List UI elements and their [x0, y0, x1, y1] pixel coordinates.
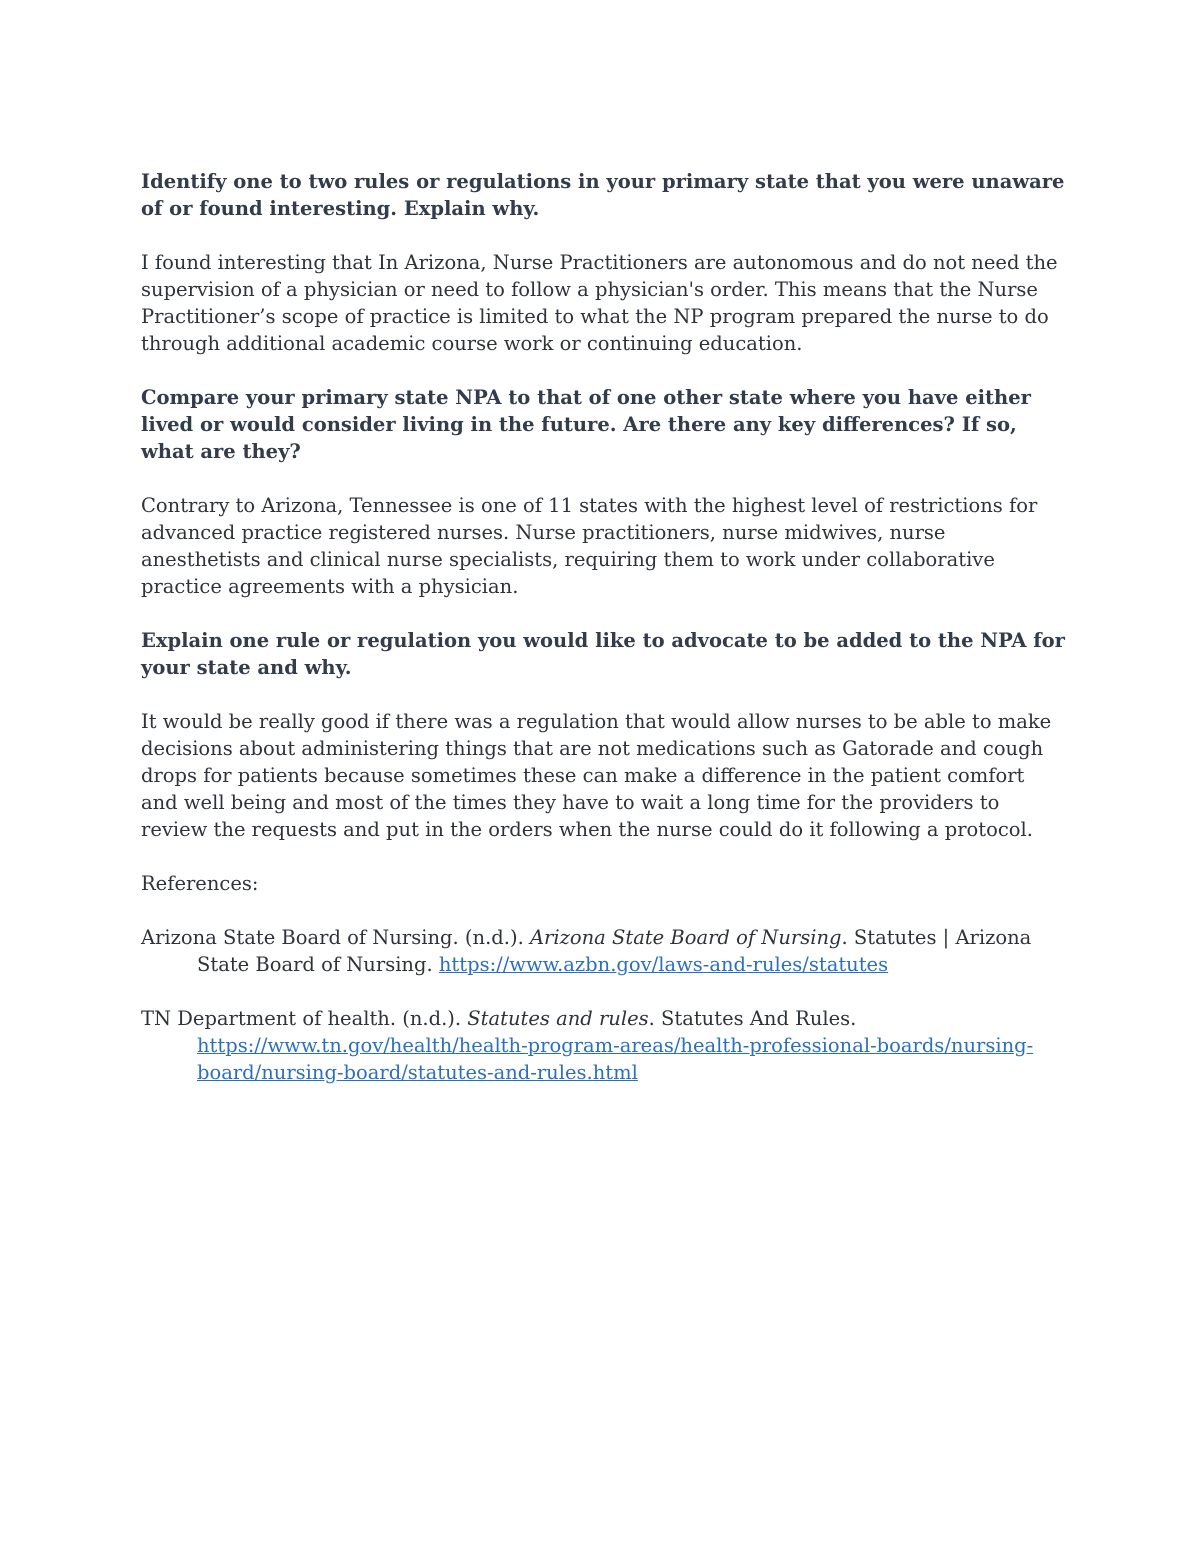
reference-2-after-title: . Statutes And Rules.: [648, 1007, 857, 1030]
question-2: Compare your primary state NPA to that of one other state where you have either lived or would consider living in the future. Are there any key differences? If so, what are they?: [141, 386, 1031, 463]
answer-2: Contrary to Arizona, Tennessee is one of 11 states with the highest level of restrictions for advanced practice registered nurses. Nurse practitioners, nurse midwives, nurse anesthetists and clinical nurse specialists, requiring them to work under collaborative practice agreements with a physician.: [141, 494, 1038, 598]
reference-1: [141, 924, 1066, 978]
references-heading: References:: [141, 872, 259, 895]
question-1: Identify one to two rules or regulations in your primary state that you were unaware of or found interesting. Explain why.: [141, 170, 1065, 220]
reference-1-author-date: Arizona State Board of Nursing. (n.d.).: [141, 926, 530, 949]
reference-2-author-date: TN Department of health. (n.d.).: [141, 1007, 468, 1030]
reference-2-title: Statutes and rules: [467, 1007, 649, 1030]
answer-1: I found interesting that In Arizona, Nurse Practitioners are autonomous and do not need the supervision of a physician or need to follow a physician's order. This means that the Nurse Practitioner’s scope of practice is limited to what the NP program prepared the nurse to do through additional academic course work or continuing education.: [141, 251, 1058, 355]
reference-1-title: Arizona State Board of Nursing: [529, 926, 842, 949]
question-3: Explain one rule or regulation you would like to advocate to be added to the NPA for your state and why.: [141, 629, 1065, 679]
answer-3: It would be really good if there was a regulation that would allow nurses to be able to make decisions about administering things that are not medications such as Gatorade and cough drops for patients because sometimes these can make a difference in the patient comfort and well being and most of the times they have to wait a long time for the providers to review the requests and put in the orders when the nurse could do it following a protocol.: [141, 710, 1052, 841]
document-page: [141, 168, 1066, 1113]
reference-2: [141, 1005, 1066, 1086]
reference-1-after-title: . Statutes | Arizona State Board of Nursing.: [197, 926, 1032, 976]
reference-2-link[interactable]: https://www.tn.gov/health/health-program-areas/health-professional-boards/nursing-board/nursing-board/statutes-and-rules.html: [197, 1034, 1034, 1084]
reference-1-link[interactable]: https://www.azbn.gov/laws-and-rules/statutes: [438, 953, 889, 976]
